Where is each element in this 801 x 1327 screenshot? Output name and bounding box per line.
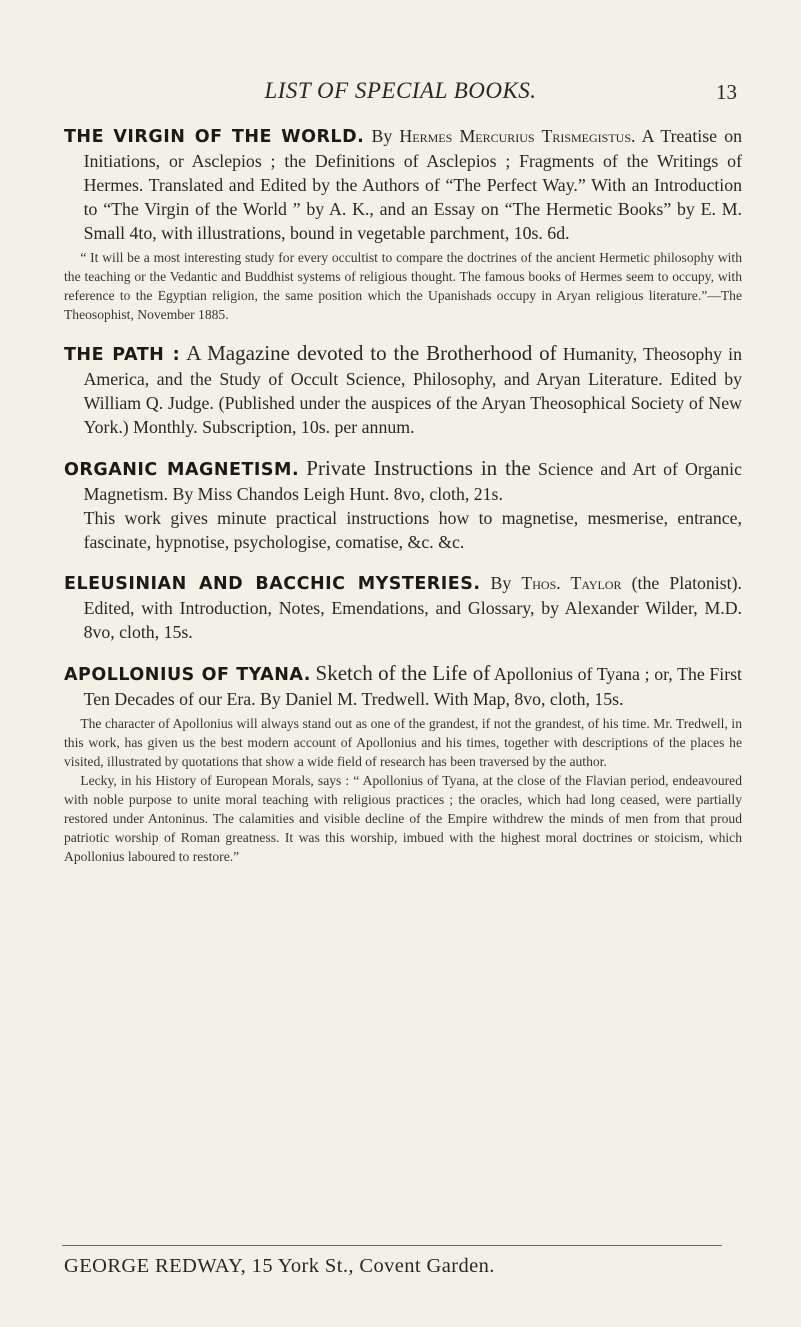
entry-description: A Treatise on Initiations, or Asclepios ; the Definitions of Asclepios ; Fragments of the Writings of Hermes. Translated and Edited by the Authors of “The Perfect Way.” With an Introduction to “The Virgin of the World ” by A. K., and an Essay on “The Hermetic Books” by E. M. Small 4to, with illustrations, bound in vegetable parchment, 10s. 6d.	[83, 126, 742, 243]
entry-title: THE VIRGIN OF THE WORLD.	[64, 127, 365, 147]
footer-divider	[62, 1245, 722, 1246]
press-review: “ It will be a most interesting study for every occultist to compare the doctrines of the ancient Hermetic philosophy with the teaching or the Vedantic and Buddhist systems of religious thought. The famous books of Hermes seem to occupy, with reference to the Egyptian religion, the same position which the Upanishads occupy in Aryan religious literature.”—The Theosophist, November 1885.	[64, 250, 742, 322]
publisher-imprint: GEORGE REDWAY, 15 York St., Covent Garden.	[64, 1255, 495, 1277]
catalogue-list	[64, 124, 742, 883]
entry-title: APOLLONIUS OF TYANA.	[64, 665, 311, 685]
catalogue-entry-eleusinian-mysteries	[64, 571, 742, 644]
entry-title: THE PATH :	[64, 345, 181, 365]
entry-description: (the Platonist). Edited, with Introduction, Notes, Emendations, and Glossary, by Alexander Wilder, M.D. 8vo, cloth, 15s.	[83, 573, 742, 642]
entry-author: Thos. Taylor	[521, 573, 622, 593]
entry-note: This work gives minute practical instructions how to magnetise, mesmerise, entrance, fascinate, hypnotise, psychologise, comatise, &c. &c.	[83, 508, 742, 552]
catalogue-entry-the-path	[64, 341, 742, 439]
entry-title: ORGANIC MAGNETISM.	[64, 460, 300, 480]
running-head: LIST OF SPECIAL BOOKS.	[264, 78, 537, 103]
page-number: 13	[716, 80, 737, 104]
byline-prefix: By	[490, 573, 512, 593]
entry-subtitle: Sketch of the Life of	[315, 661, 491, 685]
entry-subtitle: A Magazine devoted to the Brotherhood of	[186, 341, 557, 365]
byline-prefix: By	[371, 126, 393, 146]
catalogue-entry-virgin-of-the-world	[64, 124, 742, 324]
press-review: The character of Apollonius will always stand out as one of the grandest, if not the grandest, of his time. Mr. Tredwell, in this work, has given us the best modern account of Apollonius and his times, together with descriptions of the places he visited, illustrated by quotations that show a wide field of research has been traversed by the author.	[64, 716, 742, 769]
press-review-lecky: Lecky, in his History of European Morals, says : “ Apollonius of Tyana, at the close of the Flavian period, endeavoured with noble purpose to unite moral teaching with religious practices ; the oracles, which had long ceased, were partially restored under Antoninus. The calamities and visible decline of the Empire withdrew the minds of men from that proud patriotic worship of Roman greatness. It was this worship, imbued with the highest moral doctrines or stoicism, which Apollonius laboured to restore.”	[64, 773, 742, 864]
entry-description: Science and Art of Organic Magnetism. By Miss Chandos Leigh Hunt. 8vo, cloth, 21s.	[83, 459, 742, 504]
entry-subtitle: Private Instructions in the	[306, 456, 531, 480]
entry-description: Humanity, Theosophy in America, and the Study of Occult Science, Philosophy, and Aryan Literature. Edited by William Q. Judge. (Published under the auspices of the Aryan Theosophical Society of New York.) Monthly. Subscription, 10s. per annum.	[83, 344, 742, 437]
catalogue-entry-organic-magnetism	[64, 456, 742, 554]
entry-description: Apollonius of Tyana ; or, The First Ten Decades of our Era. By Daniel M. Tredwell. With Map, 8vo, cloth, 15s.	[83, 664, 742, 709]
catalogue-entry-apollonius-of-tyana	[64, 661, 742, 866]
entry-title: ELEUSINIAN AND BACCHIC MYSTERIES.	[64, 574, 481, 594]
entry-author: Hermes Mercurius Trismegistus.	[399, 126, 636, 146]
